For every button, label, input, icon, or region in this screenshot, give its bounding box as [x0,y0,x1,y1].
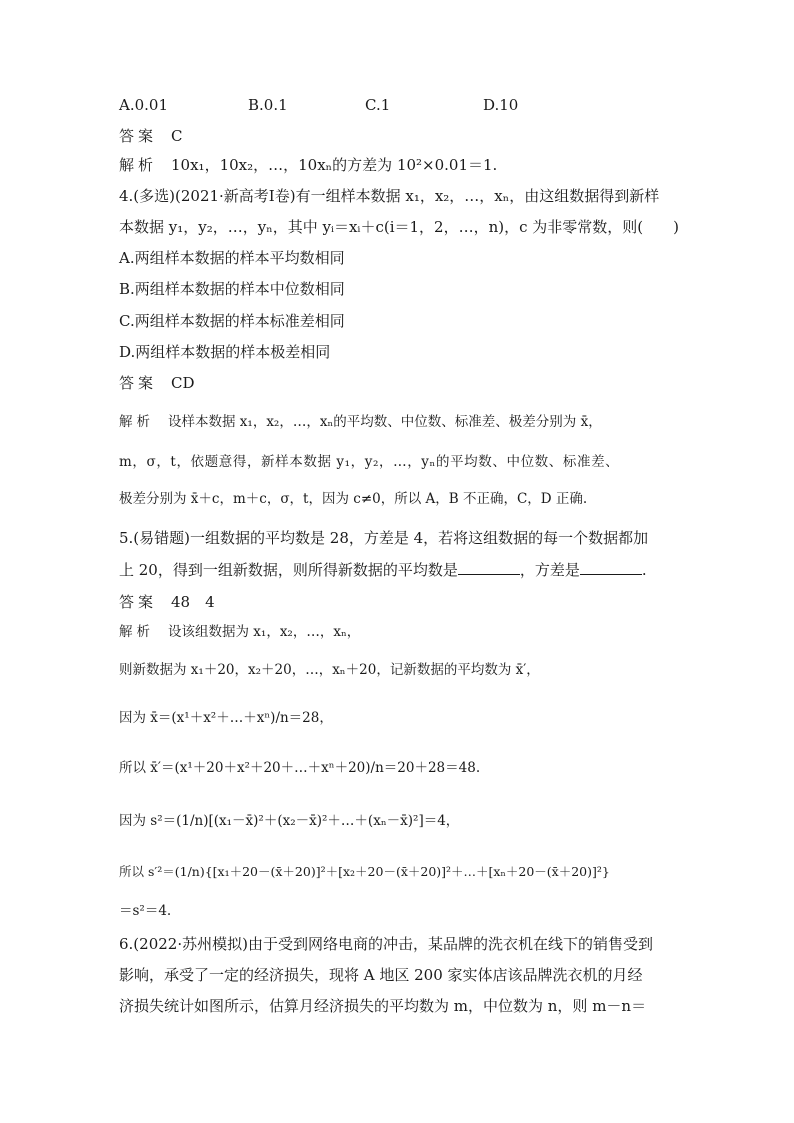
q5-stem-text-b: ，方差是 [519,561,580,579]
q5-analysis-line1 [119,622,360,642]
q5-analysis-line6: 所以 s′²＝(1/n){[x₁＋20－(x̄＋20)]²＋[x₂＋20－(x̄＋20)]²＋…＋[xₙ＋20－(x̄＋20)]²} [119,864,610,879]
q5-stem-line1: 5.(易错题)一组数据的平均数是 28，方差是 4，若将这组数据的每一个数据都加 [119,529,649,547]
q3-option-d: D.10 [483,96,519,114]
q5-analysis-line3: 因为 x̄＝(x¹＋x²＋…＋xⁿ)/n＝28， [119,710,333,726]
q4-option-d: D.两组样本数据的样本极差相同 [119,343,331,361]
q3-answer: C [171,127,183,145]
q3-answer-line [119,126,183,146]
q4-stem-line1: 4.(多选)(2021·新高考Ⅰ卷)有一组样本数据 x₁，x₂，…，xₙ，由这组数据得到新样 [119,187,660,205]
answer-label: 答案 [119,374,158,392]
q4-analysis-line3: 极差分别为 x̄＋c，m＋c，σ，t，因为 c≠0，所以 A，B 不正确，C，D 正确. [119,491,588,507]
analysis-label: 解析 [119,414,154,430]
q5-answer: 48 4 [171,593,215,611]
q5-stem-text-a: 上 20，得到一组新数据，则所得新数据的平均数是 [119,561,458,579]
q3-analysis: 10x₁，10x₂，…，10xₙ的方差为 10²×0.01＝1. [171,156,498,174]
q4-option-a: A.两组样本数据的样本平均数相同 [119,249,345,267]
q4-answer: CD [171,374,195,392]
q5-analysis-a1: 设该组数据为 x₁，x₂，…，xₙ， [168,624,361,640]
analysis-label: 解析 [119,156,158,174]
answer-blank-1 [458,560,520,575]
q5-analysis-line4: 所以 x̄′＝(x¹＋20＋x²＋20＋…＋xⁿ＋20)/n＝20＋28＝48. [119,760,481,776]
q3-option-a: A.0.01 [119,96,168,114]
q4-answer-line [119,373,195,393]
q3-option-c: C.1 [365,96,391,114]
q4-option-c: C.两组样本数据的样本标准差相同 [119,312,345,330]
q3-option-b: B.0.1 [248,96,288,114]
q6-stem-line2: 影响，承受了一定的经济损失，现将 A 地区 200 家实体店该品牌洗衣机的月经 [119,966,643,984]
q4-analysis-line2: m，σ，t，依题意得，新样本数据 y₁，y₂，…，yₙ的平均数、中位数、标准差、 [119,454,620,470]
q5-stem-text-c: . [641,561,647,579]
answer-label: 答案 [119,127,158,145]
q3-analysis-line [119,155,497,175]
q6-stem-line3: 济损失统计如图所示，估算月经济损失的平均数为 m，中位数为 n，则 m－n＝ [119,997,647,1015]
q4-option-b: B.两组样本数据的样本中位数相同 [119,280,345,298]
q4-analysis-line1 [119,412,602,432]
q5-answer-line [119,592,215,612]
analysis-label: 解析 [119,624,154,640]
q6-stem-line1: 6.(2022·苏州模拟)由于受到网络电商的冲击，某品牌的洗衣机在线下的销售受到 [119,935,653,953]
answer-blank-2 [580,560,642,575]
q5-analysis-line7: ＝s²＝4. [119,903,172,919]
q4-analysis-text1: 设样本数据 x₁，x₂，…，xₙ的平均数、中位数、标准差、极差分别为 x̄， [168,414,602,430]
q5-analysis-line2: 则新数据为 x₁＋20，x₂＋20，…，xₙ＋20，记新数据的平均数为 x̄′， [119,662,540,678]
q4-stem-line2: 本数据 y₁，y₂，…，yₙ，其中 yᵢ＝xᵢ＋c(i＝1，2，…，n)，c 为非零常数，则( ) [119,218,679,236]
q5-stem-line2 [119,560,647,580]
q5-analysis-line5: 因为 s²＝(1/n)[(x₁－x̄)²＋(x₂－x̄)²＋…＋(xₙ－x̄)²]＝4， [119,813,460,829]
answer-label: 答案 [119,593,158,611]
